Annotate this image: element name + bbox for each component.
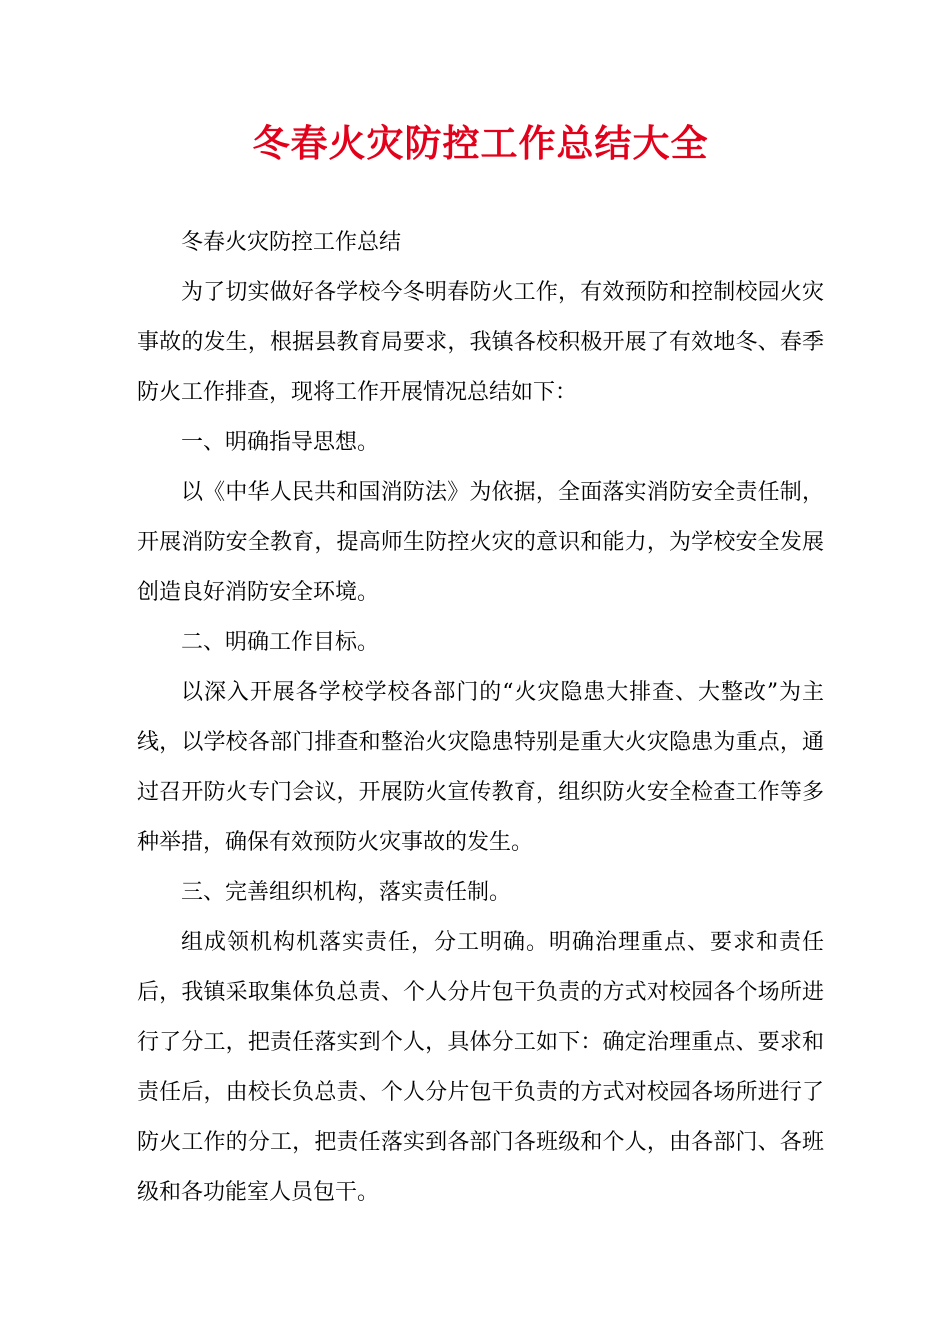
paragraph-section-3: 组成领机构机落实责任，分工明确。明确治理重点、要求和责任后，我镇采取集体负总责、个人分片包干负责的方式对校园各个场所进行了分工，把责任落实到个人，具体分工如下：确定治理重点、要求和责任后，由校长负总责、个人分片包干负责的方式对校园各场所进行了防火工作的分工，把责任落实到各部门各班级和个人，由各部门、各班级和各功能室人员包干。 — [137, 930, 824, 1205]
paragraph-section-1: 以《中华人民共和国消防法》为依据，全面落实消防安全责任制，开展消防安全教育，提高师生防控火灾的意识和能力，为学校安全发展创造良好消防安全环境。 — [137, 480, 824, 605]
document-title: 冬春火灾防控工作总结大全 — [252, 122, 709, 165]
paragraph-intro: 为了切实做好各学校今冬明春防火工作，有效预防和控制校园火灾事故的发生，根据县教育局要求，我镇各校积极开展了有效地冬、春季防火工作排查，现将工作开展情况总结如下： — [137, 280, 824, 405]
section-heading-1: 一、明确指导思想。 — [181, 430, 380, 455]
section-heading-3: 三、完善组织机构，落实责任制。 — [181, 880, 512, 905]
paragraph-subtitle: 冬春火灾防控工作总结 — [181, 230, 402, 255]
section-heading-2: 二、明确工作目标。 — [181, 630, 380, 655]
paragraph-section-2: 以深入开展各学校学校各部门的“火灾隐患大排查、大整改”为主线，以学校各部门排查和整治火灾隐患特别是重大火灾隐患为重点，通过召开防火专门会议，开展防火宣传教育，组织防火安全检查工作等多种举措，确保有效预防火灾事故的发生。 — [137, 680, 824, 855]
document-body — [137, 218, 824, 1218]
